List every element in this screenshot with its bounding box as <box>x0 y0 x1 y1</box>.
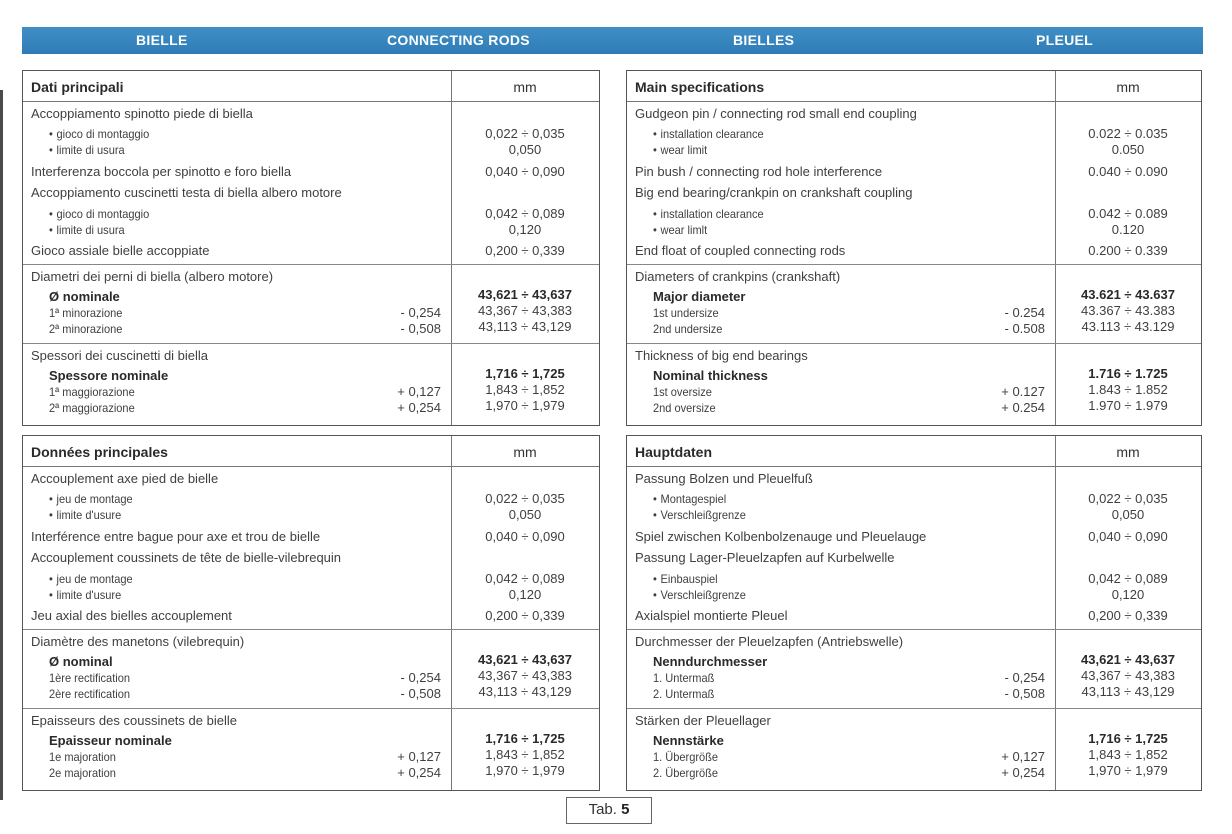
section-divider <box>23 264 599 265</box>
spec-nominal: Spessore nominale <box>49 368 169 383</box>
spec-sublabel: • gioco di montaggio <box>49 126 149 142</box>
spec-label: Axialspiel montierte Pleuel <box>635 608 788 623</box>
spec-label: End float of coupled connecting rods <box>635 243 846 258</box>
spec-label: Passung Lager-Pleuelzapfen auf Kurbelwelle <box>635 550 895 565</box>
panel-header <box>627 71 1201 102</box>
tab-number: 5 <box>621 801 630 818</box>
spec-sublabel: 2nd oversize <box>653 401 716 415</box>
spec-value: 0,200 ÷ 0,339 <box>485 243 565 258</box>
spec-value: 0,120 <box>1111 587 1145 602</box>
spec-value: 0.040 ÷ 0.090 <box>1088 164 1168 179</box>
banner-bielle: BIELLE <box>136 32 188 48</box>
spec-value: 0.050 <box>1111 142 1145 157</box>
spec-sublabel: • Verschleißgrenze <box>653 587 746 603</box>
spec-sublabel: • Einbauspiel <box>653 571 718 587</box>
spec-value: 1.843 ÷ 1.852 <box>1088 382 1168 397</box>
size-adjustment: + 0,127 <box>397 384 441 399</box>
header-banner <box>22 27 1203 54</box>
spec-nominal: Nenndurchmesser <box>653 654 768 669</box>
spec-value: 0.200 ÷ 0.339 <box>1088 243 1168 258</box>
tab-prefix: Tab. <box>588 801 617 818</box>
spec-value: 0,042 ÷ 0,089 <box>485 571 565 586</box>
spec-value: 43,621 ÷ 43,637 <box>478 287 572 302</box>
spec-sublabel: 1ª maggiorazione <box>49 385 135 399</box>
spec-value: 1,970 ÷ 1,979 <box>1088 763 1168 778</box>
spec-label: Accouplement coussinets de tête de bielle-vilebrequin <box>31 550 342 565</box>
spec-value: 0,120 <box>508 587 542 602</box>
panel-english <box>626 70 1202 426</box>
spec-value: 0,050 <box>508 142 542 157</box>
spec-label: Jeu axial des bielles accouplement <box>31 608 232 623</box>
spec-value: 0.042 ÷ 0.089 <box>1088 206 1168 221</box>
spec-value: 43,367 ÷ 43,383 <box>478 668 572 683</box>
spec-value: 1.716 ÷ 1.725 <box>1088 366 1168 381</box>
panel-title: Main specifications <box>635 79 765 95</box>
spec-value: 1,716 ÷ 1,725 <box>1088 731 1168 746</box>
spec-value: 43.621 ÷ 43.637 <box>1081 287 1175 302</box>
spec-nominal: Epaisseur nominale <box>49 733 172 748</box>
banner-bielles: BIELLES <box>733 32 795 48</box>
section-divider <box>627 629 1201 630</box>
spec-value: 0,022 ÷ 0,035 <box>485 126 565 141</box>
spec-value: 43,621 ÷ 43,637 <box>1081 652 1175 667</box>
panel-italian <box>22 70 600 426</box>
panel-title: Hauptdaten <box>635 444 712 460</box>
spec-label: Gioco assiale bielle accoppiate <box>31 243 210 258</box>
spec-label: Big end bearing/crankpin on crankshaft coupling <box>635 185 913 200</box>
spec-sublabel: • limite d'usure <box>49 507 121 523</box>
size-adjustment: - 0,508 <box>400 321 441 336</box>
spec-value: 1,716 ÷ 1,725 <box>485 366 565 381</box>
spec-sublabel: 1st undersize <box>653 306 719 320</box>
spec-sublabel: • Montagespiel <box>653 491 726 507</box>
spec-value: 0,120 <box>508 222 542 237</box>
spec-sublabel: 2. Übergröße <box>653 766 719 780</box>
panel-title: Données principales <box>31 444 168 460</box>
panel-title: Dati principali <box>31 79 124 95</box>
spec-sublabel: • wear limit <box>653 142 707 158</box>
spec-label: Stärken der Pleuellager <box>635 713 771 728</box>
size-adjustment: - 0,254 <box>1004 670 1045 685</box>
panel-header <box>627 436 1201 467</box>
spec-value: 0.022 ÷ 0.035 <box>1088 126 1168 141</box>
size-adjustment: - 0.508 <box>1004 321 1045 336</box>
spec-label: Interferenza boccola per spinotto e foro biella <box>31 164 292 179</box>
spec-sublabel: 1ª minorazione <box>49 306 123 320</box>
spec-value: 1,843 ÷ 1,852 <box>485 747 565 762</box>
spec-value: 1,716 ÷ 1,725 <box>485 731 565 746</box>
spec-value: 1.970 ÷ 1.979 <box>1088 398 1168 413</box>
spec-sublabel: 1st oversize <box>653 385 712 399</box>
section-divider <box>23 343 599 344</box>
size-adjustment: + 0.254 <box>1001 400 1045 415</box>
spec-value: 43,367 ÷ 43,383 <box>1081 668 1175 683</box>
size-adjustment: + 0.127 <box>1001 384 1045 399</box>
spec-sublabel: 1ère rectification <box>49 671 131 685</box>
spec-label: Pin bush / connecting rod hole interference <box>635 164 883 179</box>
unit-label: mm <box>1116 444 1140 460</box>
spec-value: 0,050 <box>1111 507 1145 522</box>
size-adjustment: + 0,127 <box>1001 749 1045 764</box>
spec-value: 0,040 ÷ 0,090 <box>485 164 565 179</box>
size-adjustment: - 0,254 <box>400 670 441 685</box>
size-adjustment: + 0,254 <box>1001 765 1045 780</box>
spec-sublabel: • limite d'usure <box>49 587 121 603</box>
spec-label: Accoppiamento cuscinetti testa di biella albero motore <box>31 185 342 200</box>
spec-sublabel: • installation clearance <box>653 206 764 222</box>
section-divider <box>23 629 599 630</box>
spec-value: 43,113 ÷ 43,129 <box>478 319 572 334</box>
spec-sublabel: • limite di usura <box>49 222 125 238</box>
spec-value: 1,843 ÷ 1,852 <box>1088 747 1168 762</box>
spec-sublabel: 2ª maggiorazione <box>49 401 135 415</box>
panel-header <box>23 436 599 467</box>
banner-pleuel: PLEUEL <box>1036 32 1094 48</box>
spec-label: Spiel zwischen Kolbenbolzenauge und Pleuelauge <box>635 529 927 544</box>
spec-sublabel: 2ª minorazione <box>49 322 123 336</box>
spec-sublabel: • installation clearance <box>653 126 764 142</box>
size-adjustment: - 0.254 <box>1004 305 1045 320</box>
size-adjustment: + 0,254 <box>397 765 441 780</box>
spec-sublabel: • gioco di montaggio <box>49 206 149 222</box>
spec-nominal: Ø nominal <box>49 654 113 669</box>
spec-value: 43,367 ÷ 43,383 <box>478 303 572 318</box>
spec-label: Durchmesser der Pleuelzapfen (Antriebswelle) <box>635 634 904 649</box>
size-adjustment: + 0,127 <box>397 749 441 764</box>
spec-nominal: Nominal thickness <box>653 368 768 383</box>
unit-label: mm <box>513 79 537 95</box>
spec-value: 43,621 ÷ 43,637 <box>478 652 572 667</box>
spec-sublabel: 1e majoration <box>49 750 116 764</box>
spec-sublabel: 1. Untermaß <box>653 671 715 685</box>
spec-label: Thickness of big end bearings <box>635 348 808 363</box>
spec-value: 1,970 ÷ 1,979 <box>485 763 565 778</box>
size-adjustment: - 0,508 <box>400 686 441 701</box>
spec-value: 0,022 ÷ 0,035 <box>1088 491 1168 506</box>
spec-value: 43,113 ÷ 43,129 <box>1081 684 1175 699</box>
spec-value: 0,200 ÷ 0,339 <box>1088 608 1168 623</box>
spec-value: 0,040 ÷ 0,090 <box>485 529 565 544</box>
spec-sublabel: • jeu de montage <box>49 491 133 507</box>
spec-value: 0,040 ÷ 0,090 <box>1088 529 1168 544</box>
spec-value: 0,050 <box>508 507 542 522</box>
size-adjustment: - 0,508 <box>1004 686 1045 701</box>
spec-sublabel: 1. Übergröße <box>653 750 719 764</box>
spec-sublabel: • wear limlt <box>653 222 707 238</box>
section-divider <box>23 708 599 709</box>
spec-value: 0.120 <box>1111 222 1145 237</box>
spec-value: 0,022 ÷ 0,035 <box>485 491 565 506</box>
spec-value: 43.113 ÷ 43.129 <box>1081 319 1175 334</box>
spec-nominal: Ø nominale <box>49 289 120 304</box>
spec-value: 0,200 ÷ 0,339 <box>485 608 565 623</box>
banner-connecting-rods: CONNECTING RODS <box>387 32 530 48</box>
spec-label: Interférence entre bague pour axe et trou de bielle <box>31 529 321 544</box>
spec-label: Accoppiamento spinotto piede di biella <box>31 106 253 121</box>
spec-label: Diamètre des manetons (vilebrequin) <box>31 634 245 649</box>
spec-label: Spessori dei cuscinetti di biella <box>31 348 209 363</box>
spec-value: 0,042 ÷ 0,089 <box>485 206 565 221</box>
spec-value: 43.367 ÷ 43.383 <box>1081 303 1175 318</box>
spec-sublabel: 2e majoration <box>49 766 116 780</box>
spec-sublabel: 2ère rectification <box>49 687 131 701</box>
section-divider <box>627 708 1201 709</box>
spec-label: Gudgeon pin / connecting rod small end coupling <box>635 106 917 121</box>
spec-nominal: Nennstärke <box>653 733 724 748</box>
panel-german <box>626 435 1202 791</box>
size-adjustment: + 0,254 <box>397 400 441 415</box>
spec-nominal: Major diameter <box>653 289 746 304</box>
spec-label: Diametri dei perni di biella (albero motore) <box>31 269 274 284</box>
page-edge-rule <box>0 90 3 800</box>
spec-label: Passung Bolzen und Pleuelfuß <box>635 471 813 486</box>
table-number-label <box>566 797 652 824</box>
spec-sublabel: 2. Untermaß <box>653 687 715 701</box>
spec-sublabel: • limite di usura <box>49 142 125 158</box>
spec-value: 43,113 ÷ 43,129 <box>478 684 572 699</box>
panel-header <box>23 71 599 102</box>
size-adjustment: - 0,254 <box>400 305 441 320</box>
spec-value: 0,042 ÷ 0,089 <box>1088 571 1168 586</box>
spec-label: Epaisseurs des coussinets de bielle <box>31 713 237 728</box>
section-divider <box>627 264 1201 265</box>
unit-label: mm <box>513 444 537 460</box>
spec-value: 1,843 ÷ 1,852 <box>485 382 565 397</box>
spec-label: Diameters of crankpins (crankshaft) <box>635 269 841 284</box>
spec-sublabel: • jeu de montage <box>49 571 133 587</box>
spec-sublabel: 2nd undersize <box>653 322 723 336</box>
panel-french <box>22 435 600 791</box>
section-divider <box>627 343 1201 344</box>
spec-value: 1,970 ÷ 1,979 <box>485 398 565 413</box>
unit-label: mm <box>1116 79 1140 95</box>
spec-label: Accouplement axe pied de bielle <box>31 471 219 486</box>
spec-sublabel: • Verschleißgrenze <box>653 507 746 523</box>
